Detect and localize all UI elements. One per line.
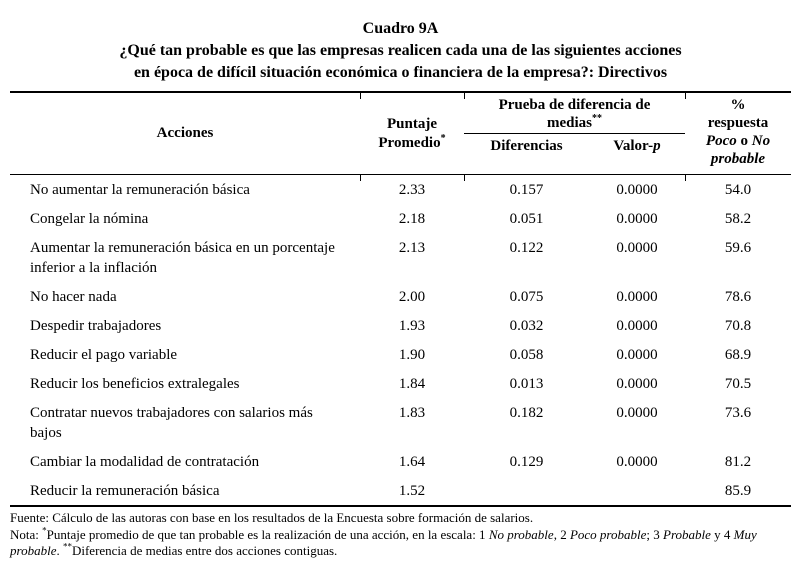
- puntaje-cell: 1.83: [398, 404, 426, 421]
- puntaje-cell: 1.90: [398, 346, 426, 363]
- explanatory-note: Nota: *Puntaje promedio de que tan probable es la realización de una acción, en la escala: 1 No probable, 2 Poco probable; 3 Probable y 4 Muy probable. **Diferencia de medias entre dos acciones contiguas.: [10, 525, 757, 558]
- diferencia-cell: 0.032: [509, 317, 544, 334]
- action-cell: No aumentar la remuneración básica: [30, 181, 250, 198]
- column-divider-tick: [360, 93, 361, 99]
- table-number: Cuadro 9A: [362, 20, 439, 37]
- action-cell: Reducir la remuneración básica: [30, 482, 220, 499]
- footnote-marker: **: [62, 541, 72, 552]
- puntaje-cell: 1.52: [398, 482, 426, 499]
- table-row: [10, 369, 791, 398]
- diferencia-cell: 0.058: [509, 346, 544, 363]
- table-title-block: [0, 0, 801, 84]
- pct-cell: 70.8: [724, 317, 752, 334]
- diferencia-cell: 0.157: [509, 181, 544, 198]
- pct-cell: 81.2: [724, 453, 752, 470]
- pct-cell: 68.9: [724, 346, 752, 363]
- table-title-line-2: en época de difícil situación económica o financiera de la empresa?: Directivos: [133, 64, 668, 81]
- source-note: Fuente: Cálculo de las autoras con base en los resultados de la Encuesta sobre formación de salarios.: [10, 510, 534, 525]
- pct-cell: 59.6: [724, 239, 752, 256]
- action-cell: Cambiar la modalidad de contratación: [30, 453, 260, 470]
- data-table: [10, 91, 791, 507]
- table-title-line-1: ¿Qué tan probable es que las empresas realicen cada una de las siguientes acciones: [119, 42, 682, 59]
- puntaje-cell: 1.64: [398, 453, 426, 470]
- column-header-valor-p: Valor-p: [613, 138, 661, 154]
- table-row: [10, 282, 791, 311]
- action-cell: Reducir el pago variable: [30, 346, 178, 363]
- valor-p-cell: 0.0000: [616, 346, 658, 363]
- table-header: [10, 91, 791, 175]
- group-header-label: Prueba de diferencia de medias**: [464, 96, 685, 134]
- pct-cell: 78.6: [724, 288, 752, 305]
- puntaje-cell: 1.84: [398, 375, 426, 392]
- valor-p-cell: 0.0000: [616, 239, 658, 256]
- column-group-prueba-diferencia: [464, 93, 685, 174]
- action-cell: Reducir los beneficios extralegales: [30, 375, 240, 392]
- sub-header-row: [464, 138, 685, 155]
- table-row: [10, 447, 791, 476]
- column-divider-tick: [685, 175, 686, 181]
- diferencia-cell: 0.013: [509, 375, 544, 392]
- column-header-pct-respuesta: % respuesta Poco o No probable: [705, 97, 771, 167]
- column-divider-tick: [360, 175, 361, 181]
- action-cell: No hacer nada: [30, 288, 117, 305]
- diferencia-cell: 0.182: [509, 404, 544, 421]
- diferencia-cell: 0.129: [509, 453, 544, 470]
- table-row: [10, 476, 791, 505]
- footnote-marker: **: [592, 113, 602, 124]
- valor-p-cell: 0.0000: [616, 453, 658, 470]
- action-cell: Contratar nuevos trabajadores con salarios más bajos: [30, 404, 313, 441]
- puntaje-cell: 1.93: [398, 317, 426, 334]
- table-row: [10, 175, 791, 204]
- table-row: [10, 311, 791, 340]
- pct-cell: 54.0: [724, 181, 752, 198]
- table-row: [10, 398, 791, 447]
- table-body: [10, 175, 791, 507]
- valor-p-cell: 0.0000: [616, 404, 658, 421]
- pct-cell: 85.9: [724, 482, 752, 499]
- diferencia-cell: 0.122: [509, 239, 544, 256]
- diferencia-cell: 0.051: [509, 210, 544, 227]
- column-divider-tick: [685, 93, 686, 99]
- valor-p-cell: 0.0000: [616, 181, 658, 198]
- valor-p-cell: 0.0000: [616, 210, 658, 227]
- puntaje-cell: 2.33: [398, 181, 426, 198]
- column-divider-tick: [464, 175, 465, 181]
- column-header-acciones: Acciones: [156, 125, 214, 141]
- column-header-puntaje-promedio: Puntaje Promedio*: [378, 115, 446, 151]
- action-cell: Congelar la nómina: [30, 210, 149, 227]
- table-row: [10, 340, 791, 369]
- puntaje-cell: 2.13: [398, 239, 426, 256]
- footnotes-block: [10, 510, 791, 560]
- action-cell: Aumentar la remuneración básica en un porcentaje inferior a la inflación: [30, 239, 335, 276]
- action-cell: Despedir trabajadores: [30, 317, 162, 334]
- pct-cell: 70.5: [724, 375, 752, 392]
- diferencia-cell: 0.075: [509, 288, 544, 305]
- table-row: [10, 233, 791, 282]
- pct-cell: 58.2: [724, 210, 752, 227]
- footnote-marker: *: [440, 132, 446, 144]
- puntaje-cell: 2.00: [398, 288, 426, 305]
- pct-cell: 73.6: [724, 404, 752, 421]
- table-row: [10, 204, 791, 233]
- valor-p-cell: 0.0000: [616, 317, 658, 334]
- puntaje-cell: 2.18: [398, 210, 426, 227]
- column-divider-tick: [464, 93, 465, 99]
- column-header-diferencias: Diferencias: [490, 138, 563, 154]
- valor-p-cell: 0.0000: [616, 375, 658, 392]
- footnote-marker: *: [42, 525, 47, 536]
- valor-p-cell: 0.0000: [616, 288, 658, 305]
